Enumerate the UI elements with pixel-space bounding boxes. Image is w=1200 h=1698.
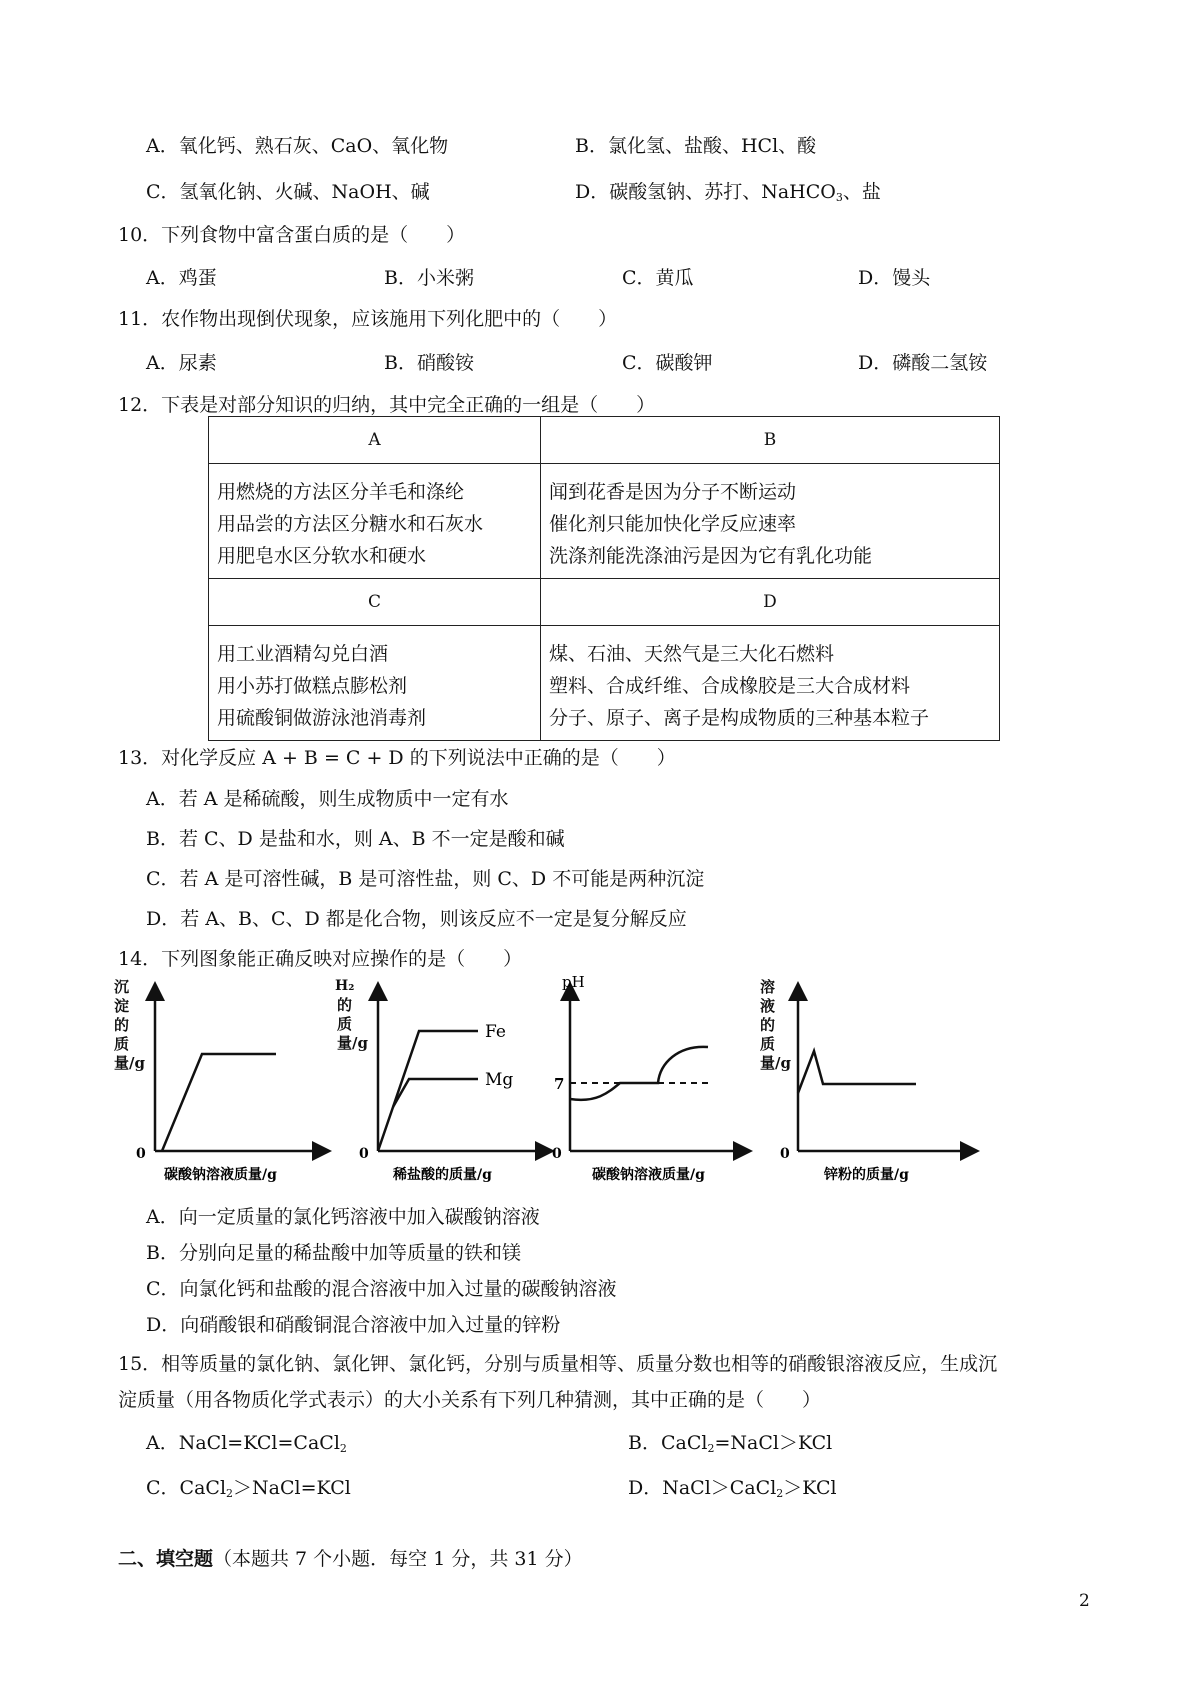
table-cell-c [209,626,541,741]
cell-b-line: 催化剂只能加快化学反应速率 [549,513,797,535]
q14-option-d: D．向硝酸银和硝酸铜混合溶液中加入过量的锌粉 [146,1314,561,1336]
q15-option-d: D．NaCl＞CaCl$_2$＞KCl [628,1477,837,1500]
cell-b-line: 闻到花香是因为分子不断运动 [549,481,797,503]
fe-line [378,1031,478,1151]
q12-stem: 12．下表是对部分知识的归纳，其中完全正确的一组是（ ） [118,394,656,416]
q15-stem-line-2: 淀质量（用各物质化学式表示）的大小关系有下列几种猜测，其中正确的是（ ） [118,1389,822,1411]
table-cell-a [209,464,541,579]
origin-label: 0 [136,1146,146,1162]
q11-option-c: C．碳酸钾 [622,352,713,374]
q10-option-d: D．馒头 [858,267,931,289]
q9-option-b: B．氯化氢、盐酸、HCl、酸 [575,135,817,157]
q15-option-b: B．CaCl$_2$=NaCl＞KCl [628,1432,833,1455]
cell-a-line: 用燃烧的方法区分羊毛和涤纶 [217,481,465,503]
q15-option-c: C．CaCl$_2$＞NaCl=KCl [146,1477,351,1500]
q14-stem: 14．下列图象能正确反映对应操作的是（ ） [118,948,523,970]
section-2-note: （本题共 7 个小题．每空 1 分，共 31 分） [213,1548,583,1570]
y-axis-label-top: H₂ [335,978,355,994]
table-header-c: C [209,579,541,626]
cell-c-line: 用硫酸铜做游泳池消毒剂 [217,707,427,729]
y-axis-label: pH [562,973,585,991]
mg-label: Mg [485,1070,514,1090]
table-header-a: A [209,417,541,464]
graph-2-svg [333,975,553,1185]
q15-option-a: A．NaCl=KCl=CaCl$_2$ [146,1432,347,1455]
x-axis-label: 碳酸钠溶液质量/g [592,1167,705,1183]
x-axis-label: 锌粉的质量/g [824,1167,909,1183]
q14-option-b: B．分别向足量的稀盐酸中加等质量的铁和镁 [146,1242,521,1264]
q14-option-a: A．向一定质量的氯化钙溶液中加入碳酸钠溶液 [146,1206,540,1228]
q13-option-b: B．若 C、D 是盐和水，则 A、B 不一定是酸和碱 [146,828,565,850]
q13-stem: 13．对化学反应 A + B = C + D 的下列说法中正确的是（ ） [118,747,676,769]
origin-label: 0 [359,1146,369,1162]
graph-3 [548,975,768,1185]
page-number: 2 [1079,1591,1090,1611]
y-axis-label: 沉淀的质量/g [114,978,145,1072]
q10-option-c: C．黄瓜 [622,267,694,289]
section-2-header [118,1544,583,1571]
q9-option-a: A．氧化钙、熟石灰、CaO、氧化物 [146,135,449,157]
graph-1 [110,975,330,1185]
q11-option-d: D．磷酸二氢铵 [858,352,988,374]
cell-c-line: 用工业酒精勾兑白酒 [217,643,389,665]
graph-3-svg [548,975,768,1185]
q15-stem-line-1: 15．相等质量的氯化钠、氯化钾、氯化钙，分别与质量相等、质量分数也相等的硝酸银溶液反应，生成沉 [118,1353,998,1375]
origin-label: 0 [780,1146,790,1162]
graph-1-svg [110,975,330,1185]
graph-4-svg [758,975,978,1185]
graph-4 [758,975,978,1185]
cell-d-line: 煤、石油、天然气是三大化石燃料 [549,643,835,665]
section-2-title: 二、填空题 [118,1548,214,1570]
data-line [798,1051,916,1093]
fe-label: Fe [485,1022,506,1042]
ph-curve [570,1047,708,1100]
q10-option-b: B．小米粥 [384,267,474,289]
q11-stem: 11．农作物出现倒伏现象，应该施用下列化肥中的（ ） [118,308,618,330]
q10-stem: 10．下列食物中富含蛋白质的是（ ） [118,224,466,246]
y-axis-label: 的质量/g [337,996,368,1052]
q9-option-d: D．碳酸氢钠、苏打、NaHCO$_3$、盐 [575,181,881,204]
x-axis-label: 碳酸钠溶液质量/g [164,1167,277,1183]
x-axis-label: 稀盐酸的质量/g [393,1167,492,1183]
table-header-b: B [541,417,1000,464]
mg-line [393,1079,478,1107]
q13-option-a: A．若 A 是稀硫酸，则生成物质中一定有水 [146,788,509,810]
cell-d-line: 塑料、合成纤维、合成橡胶是三大合成材料 [549,675,911,697]
q9-option-c: C．氢氧化钠、火碱、NaOH、碱 [146,181,430,203]
ph7-tick-label: 7 [554,1075,565,1093]
q14-option-c: C．向氯化钙和盐酸的混合溶液中加入过量的碳酸钠溶液 [146,1278,617,1300]
table-cell-d [541,626,1000,741]
y-axis-label: 溶液的质量/g [760,978,791,1072]
q13-option-c: C．若 A 是可溶性碱，B 是可溶性盐，则 C、D 不可能是两种沉淀 [146,868,705,890]
cell-c-line: 用小苏打做糕点膨松剂 [217,675,408,697]
table-header-d: D [541,579,1000,626]
q11-option-a: A．尿素 [146,352,217,374]
table-cell-b [541,464,1000,579]
origin-label: 0 [552,1146,562,1162]
knowledge-table [208,416,1000,741]
data-line [162,1054,276,1151]
cell-d-line: 分子、原子、离子是构成物质的三种基本粒子 [549,707,930,729]
graph-2 [333,975,553,1185]
q10-option-a: A．鸡蛋 [146,267,217,289]
cell-a-line: 用品尝的方法区分糖水和石灰水 [217,513,484,535]
cell-b-line: 洗涤剂能洗涤油污是因为它有乳化功能 [549,545,873,567]
cell-a-line: 用肥皂水区分软水和硬水 [217,545,427,567]
q11-option-b: B．硝酸铵 [384,352,474,374]
q13-option-d: D．若 A、B、C、D 都是化合物，则该反应不一定是复分解反应 [146,908,687,930]
